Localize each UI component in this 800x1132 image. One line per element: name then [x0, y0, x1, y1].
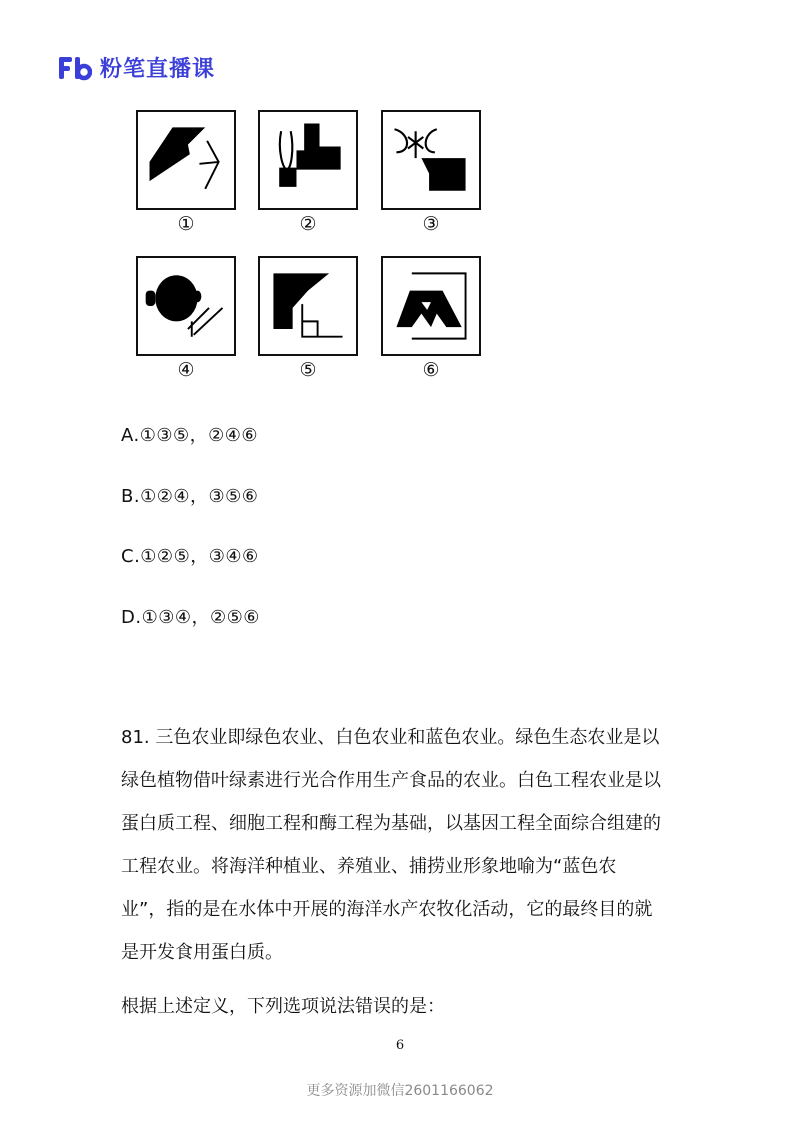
blocks-with-curve-icon [260, 112, 356, 208]
figure-5 [258, 256, 358, 356]
question-81-text [121, 716, 681, 974]
question-line: 业”，指的是在水体中开展的海洋水产农牧化活动，它的最终目的就 [121, 899, 653, 920]
figure-6-label: ⑥ [422, 359, 440, 381]
question-line: 81. 三色农业即绿色农业、白色农业和蓝色农业。绿色生态农业是以 [121, 727, 660, 748]
figure-1-label: ① [177, 213, 195, 235]
figure-3 [381, 110, 481, 210]
letter-a-in-frame-icon [383, 258, 479, 354]
option-a[interactable]: A.①③⑤，②④⑥ [121, 425, 259, 446]
brand-name: 粉笔直播课 [100, 57, 216, 82]
question-line: 是开发食用蛋白质。 [121, 942, 283, 963]
figure-6 [381, 256, 481, 356]
shape-with-arrow-icon [138, 112, 234, 208]
figure-2-label: ② [299, 213, 317, 235]
option-b[interactable]: B.①②④，③⑤⑥ [121, 486, 259, 507]
page-number: 6 [395, 1038, 405, 1053]
figure-4 [136, 256, 236, 356]
bowtie-with-block-icon [383, 112, 479, 208]
figure-1 [136, 110, 236, 210]
question-line: 工程农业。将海洋种植业、养殖业、捕捞业形象地喻为“蓝色农 [121, 856, 617, 877]
figure-2 [258, 110, 358, 210]
option-d[interactable]: D.①③④，②⑤⑥ [121, 607, 260, 628]
corner-with-square-icon [260, 258, 356, 354]
fb-logo-icon [58, 55, 92, 81]
figure-4-label: ④ [177, 359, 195, 381]
figure-3-label: ③ [422, 213, 440, 235]
question-prompt: 根据上述定义，下列选项说法错误的是： [121, 996, 445, 1017]
question-line: 绿色植物借叶绿素进行光合作用生产食品的农业。白色工程农业是以 [121, 770, 661, 791]
brand-logo [58, 52, 215, 83]
head-with-lines-icon [138, 258, 234, 354]
option-c[interactable]: C.①②⑤，③④⑥ [121, 546, 259, 567]
watermark-text: 更多资源加微信2601166062 [306, 1083, 494, 1099]
question-line: 蛋白质工程、细胞工程和酶工程为基础，以基因工程全面综合组建的 [121, 813, 661, 834]
figure-5-label: ⑤ [299, 359, 317, 381]
